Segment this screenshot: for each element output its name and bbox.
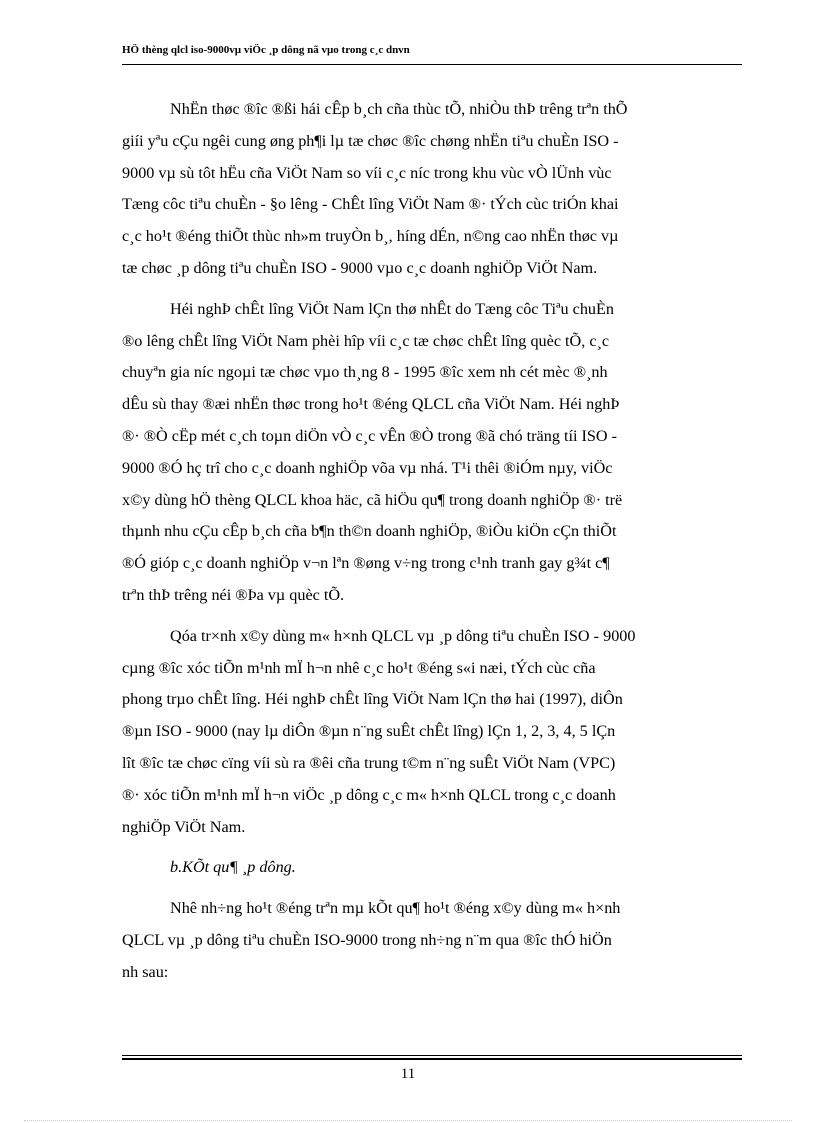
text-line: Qóa tr×nh x©y dùng m« h×nh QLCL vµ ¸p dông tiªu chuÈn ISO - 9000 xyxy=(170,626,636,645)
footer-rule-thick xyxy=(122,1058,742,1060)
text-line: NhËn thøc ®îc ®ßi hái cÊp b¸ch cña thùc tÕ, nhiÒu thÞ trêng trªn thÕ xyxy=(170,100,628,118)
text-line: QLCL vµ ¸p dông tiªu chuÈn ISO-9000 trong nh÷ng n¨m qua ®îc thÓ hiÖn xyxy=(122,930,612,949)
paragraph-gap xyxy=(122,843,744,852)
section-subheading: b.KÕt qu¶ ¸p dông. xyxy=(170,858,296,877)
paragraph-gap xyxy=(122,612,744,621)
text-line: ®· ®Ò cËp mét c¸ch toµn diÖn vÒ c¸c vÊn ®Ò trong ®ã chó träng tíi ISO - xyxy=(122,426,618,445)
text-line: tæ chøc ¸p dông tiªu chuÈn ISO - 9000 vµo c¸c doanh nghiÖp ViÖt Nam. xyxy=(122,258,598,277)
paragraph-4 xyxy=(122,893,744,988)
text-line: dÊu sù thay ®æi nhËn thøc trong ho¹t ®éng QLCL cña ViÖt Nam. Héi nghÞ xyxy=(122,395,620,414)
paragraph-1 xyxy=(122,94,744,285)
header-rule xyxy=(122,64,742,65)
text-line: Nhê nh÷ng ho¹t ®éng trªn mµ kÕt qu¶ ho¹t ®éng x©y dùng m« h×nh xyxy=(170,899,621,918)
body-text xyxy=(122,94,744,989)
footer-rule xyxy=(122,1055,742,1056)
text-line: ®µn ISO - 9000 (nay lµ diÔn ®µn n¨ng suÊt chÊt lîng) lÇn 1, 2, 3, 4, 5 lÇn xyxy=(122,722,616,741)
text-line: Héi nghÞ chÊt lîng ViÖt Nam lÇn thø nhÊt do Tæng côc Tiªu chuÈn xyxy=(170,299,615,318)
page-edge-border xyxy=(24,1120,792,1121)
text-line: trªn thÞ trêng néi ®Þa vµ quèc tÕ. xyxy=(122,585,345,604)
text-line: 9000 ®Ó hç trî cho c¸c doanh nghiÖp võa vµ nhá. T¹i thêi ®iÓm nµy, viÖc xyxy=(122,458,613,477)
paragraph-gap xyxy=(122,884,744,893)
text-line: ®Ó gióp c¸c doanh nghiÖp v¬n lªn ®øng v÷ng trong c¹nh tranh gay g¾t c¶ xyxy=(122,554,610,573)
paragraph-gap xyxy=(122,285,744,294)
text-line: nghiÖp ViÖt Nam. xyxy=(122,817,246,836)
text-line: Tæng côc tiªu chuÈn - §o lêng - ChÊt lîng ViÖt Nam ®· tÝch cùc triÓn khai xyxy=(122,195,619,214)
text-line: x©y dùng hÖ thèng QLCL khoa häc, cã hiÖu qu¶ trong doanh nghiÖp ®· trë xyxy=(122,490,623,509)
text-line: thµnh nhu cÇu cÊp b¸ch cña b¶n th©n doanh nghiÖp, ®iÒu kiÖn cÇn thiÕt xyxy=(122,522,617,541)
running-header: HÖ thèng qlcl iso-9000vµ viÖc ¸p dông nã vµo trong c¸c dnvn xyxy=(122,44,410,56)
text-line: giíi yªu cÇu ngêi cung øng ph¶i lµ tæ chøc ®îc chøng nhËn tiªu chuÈn ISO - xyxy=(122,131,619,150)
text-line: ®o lêng chÊt lîng ViÖt Nam phèi hîp víi c¸c tæ chøc chÊt lîng quèc tÕ, c¸c xyxy=(122,331,610,350)
text-line: c¸c ho¹t ®éng thiÕt thùc nh»m truyÒn b¸, híng dÉn, n©ng cao nhËn thøc vµ xyxy=(122,227,619,246)
paragraph-2 xyxy=(122,294,744,612)
text-line: cµng ®îc xóc tiÕn m¹nh mÏ h¬n nhê c¸c ho¹t ®éng s«i næi, tÝch cùc cña xyxy=(122,658,596,677)
text-line: chuyªn gia níc ngoµi tæ chøc vµo th¸ng 8 - 1995 ®îc xem nh cét mèc ®¸nh xyxy=(122,363,608,382)
text-line: nh sau: xyxy=(122,962,169,981)
paragraph-3 xyxy=(122,621,744,844)
text-line: phong trµo chÊt lîng. Héi nghÞ chÊt lîng ViÖt Nam lÇn thø hai (1997), diÔn xyxy=(122,690,623,709)
text-line: ®· xóc tiÕn m¹nh mÏ h¬n viÖc ¸p dông c¸c m« h×nh QLCL trong c¸c doanh xyxy=(122,785,616,804)
text-line: lît ®îc tæ chøc cïng víi sù ra ®êi cña trung t©m n¨ng suÊt ViÖt Nam (VPC) xyxy=(122,753,616,772)
page-number: 11 xyxy=(400,1066,416,1082)
text-line: 9000 vµ sù tôt hËu cña ViÖt Nam so víi c¸c níc trong khu vùc vÒ lÜnh vùc xyxy=(122,163,612,182)
